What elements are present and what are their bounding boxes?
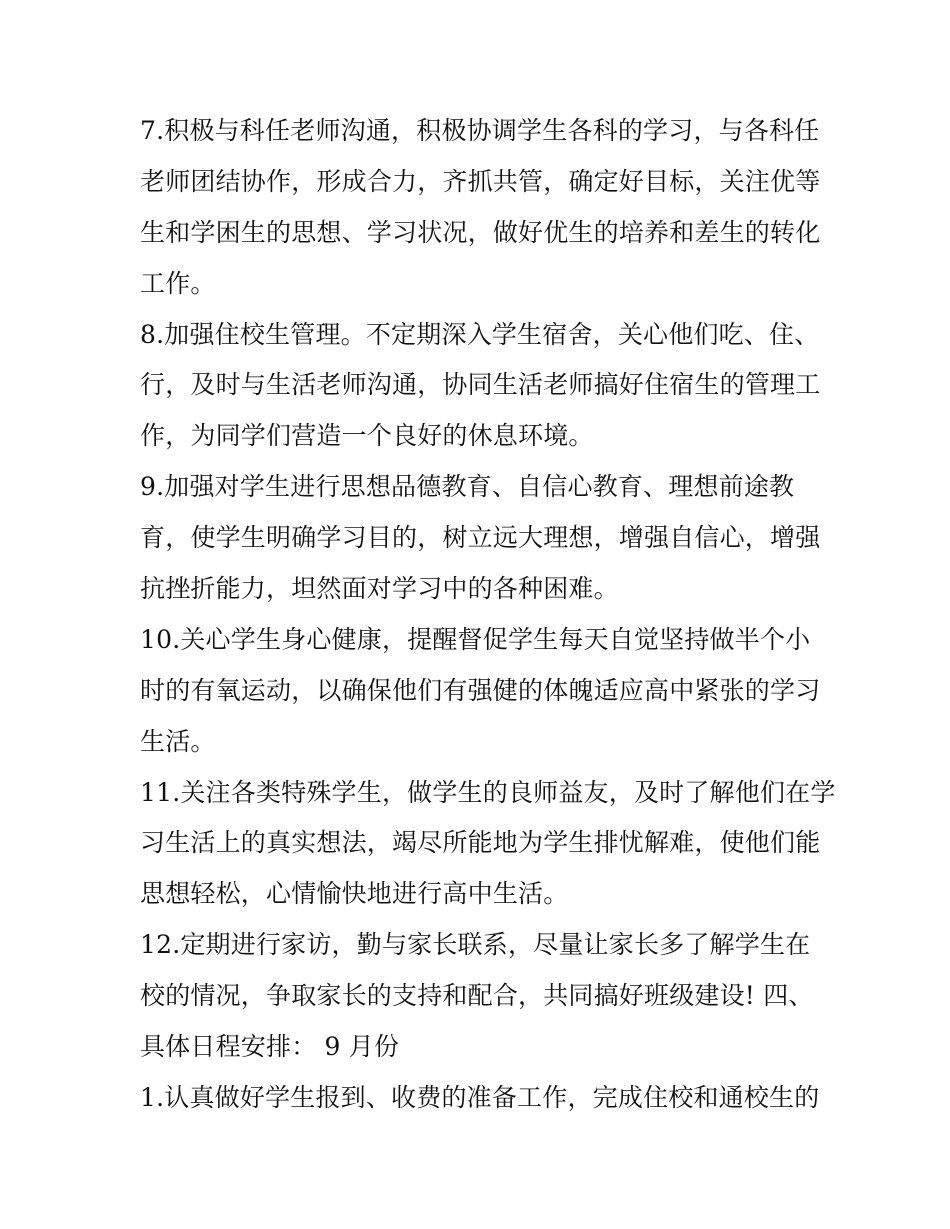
text-line: 习生活上的真实想法，竭尽所能地为学生排忧解难，使他们能: [140, 828, 821, 858]
text-line: 时的有氧运动，以确保他们有强健的体魄适应高中紧张的学习: [140, 675, 821, 705]
text-line: 8.加强住校生管理。不定期深入学生宿舍，关心他们吃、住、: [140, 319, 820, 349]
text-line: 育，使学生明确学习目的，树立远大理想，增强自信心，增强: [140, 523, 821, 553]
text-line: 思想轻松，心情愉快地进行高中生活。: [140, 879, 569, 909]
text-line: 抗挫折能力，坦然面对学习中的各种困难。: [140, 574, 619, 604]
text-line: 校的情况，争取家长的支持和配合，共同搞好班级建设! 四、: [140, 981, 814, 1011]
text-line: 生和学困生的思想、学习状况，做好优生的培养和差生的转化: [140, 217, 821, 247]
text-line: 生活。: [140, 726, 216, 756]
text-line: 工作。: [140, 268, 216, 298]
text-line: 作，为同学们营造一个良好的休息环境。: [140, 421, 594, 451]
text-line: 行，及时与生活老师沟通，协同生活老师搞好住宿生的管理工: [140, 370, 821, 400]
text-line: 具体日程安排： 9 月份: [140, 1032, 400, 1062]
text-line: 老师团结协作，形成合力，齐抓共管，确定好目标，关注优等: [140, 166, 821, 196]
text-line: 11.关注各类特殊学生，做学生的良师益友，及时了解他们在学: [140, 777, 836, 807]
text-line: 7.积极与科任老师沟通，积极协调学生各科的学习，与各科任: [140, 116, 820, 145]
text-line: 9.加强对学生进行思想品德教育、自信心教育、理想前途教: [140, 472, 795, 502]
text-line: 10.关心学生身心健康，提醒督促学生每天自觉坚持做半个小: [140, 624, 811, 654]
document-body: [140, 106, 836, 1124]
text-line: 1.认真做好学生报到、收费的准备工作，完成住校和通校生的: [140, 1082, 820, 1112]
text-line: 12.定期进行家访，勤与家长联系，尽量让家长多了解学生在: [140, 930, 811, 960]
